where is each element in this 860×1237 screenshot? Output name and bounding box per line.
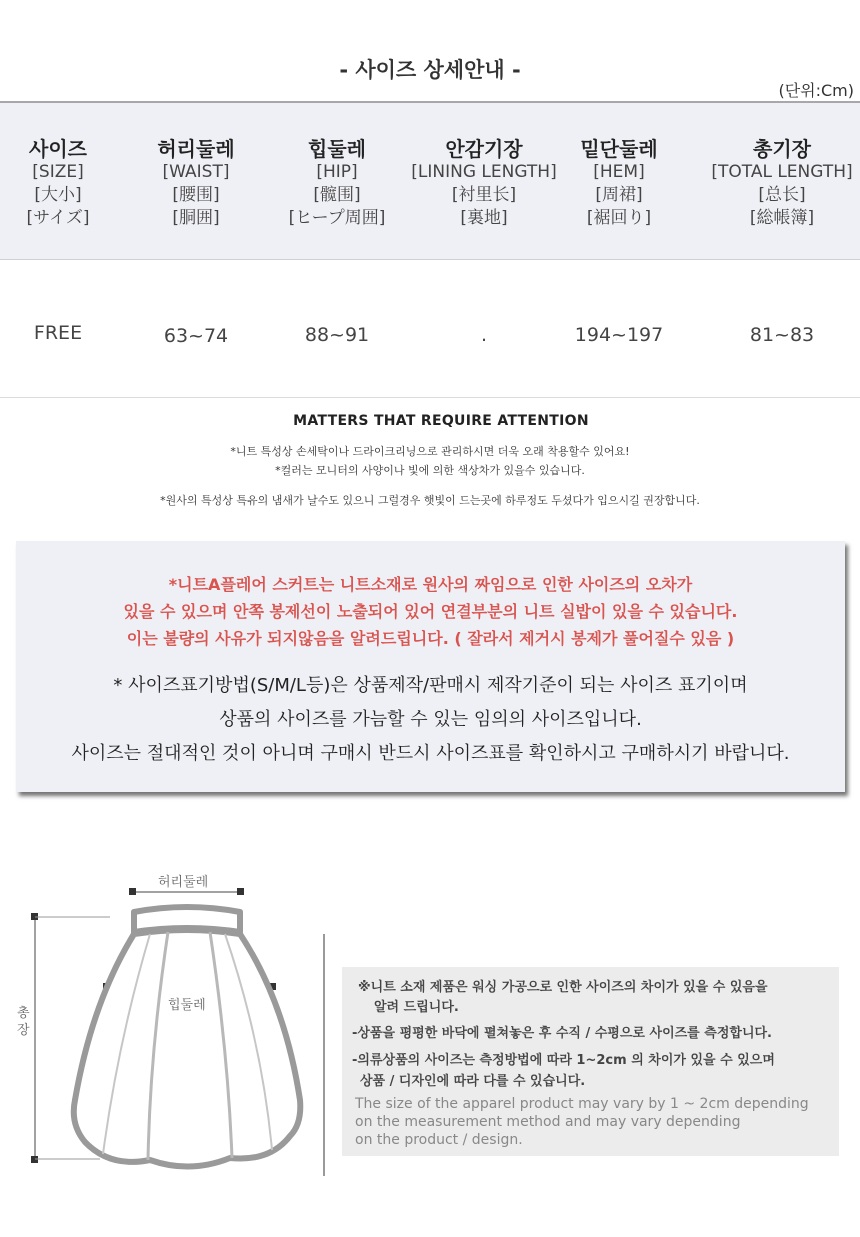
matters-line: *컬러는 모니터의 사양이나 빛에 의한 색상차가 있을수 있습니다. xyxy=(275,464,585,477)
info-en-line: on the measurement method and may vary depending xyxy=(355,1114,741,1130)
column-sub: [WAIST] xyxy=(162,162,230,182)
column-title: 안감기장 xyxy=(445,137,523,161)
size-table-row xyxy=(0,260,860,398)
column-sub: [胴囲] xyxy=(172,208,220,228)
info-line: 알려 드립니다. xyxy=(374,1000,459,1015)
column-title: 힙둘레 xyxy=(308,137,366,161)
column-title: 사이즈 xyxy=(29,137,87,161)
info-line: -의류상품의 사이즈는 측정방법에 따라 1~2cm 의 차이가 있을 수 있으며 xyxy=(352,1053,775,1068)
info-line: 상품 / 디자인에 따라 다를 수 있습니다. xyxy=(360,1074,586,1089)
column-sub: [HEM] xyxy=(593,162,645,182)
skirt-diagram xyxy=(0,862,330,1192)
column-sub: [裾回り] xyxy=(586,208,652,228)
column-hem xyxy=(580,137,657,230)
column-sub: [TOTAL LENGTH] xyxy=(711,162,853,182)
column-title: 허리둘레 xyxy=(157,137,235,161)
column-sub: [大小] xyxy=(34,185,82,205)
page-title: - 사이즈 상세안내 - xyxy=(339,58,521,82)
notice-red-line: 있을 수 있으며 안쪽 봉제선이 노출되어 있어 연결부분의 니트 실밥이 있을 수 있습니다. xyxy=(123,602,738,621)
notice-line: * 사이즈표기방법(S/M/L등)은 상품제작/판매시 제작기준이 되는 사이즈 표기이며 xyxy=(113,675,748,696)
cell-waist: 63~74 xyxy=(163,325,229,347)
notice-line: 사이즈는 절대적인 것이 아니며 구매시 반드시 사이즈표를 확인하시고 구매하시기 바랍니다. xyxy=(71,743,790,764)
length-label: 장 xyxy=(17,1023,30,1038)
cell-total-length: 81~83 xyxy=(749,324,815,346)
cell-lining-length: . xyxy=(480,324,488,346)
skirt-illustration xyxy=(0,862,330,1192)
column-sub: [衬里长] xyxy=(451,185,517,205)
column-total-length xyxy=(711,137,852,230)
column-sub: [腰围] xyxy=(172,185,220,205)
notice-line: 상품의 사이즈를 가늠할 수 있는 임의의 사이즈입니다. xyxy=(219,709,642,730)
column-title: 밑단둘레 xyxy=(580,137,658,161)
notice-red-line: 이는 불량의 사유가 되지않음을 알려드립니다. ( 잘라서 제거시 봉제가 풀어질수 있음 ) xyxy=(126,629,735,648)
column-sub: [SIZE] xyxy=(32,162,84,182)
matters-line: *원사의 특성상 특유의 냄새가 날수도 있으니 그럴경우 햇빛이 드는곳에 하루정도 두셨다가 입으시길 권장합니다. xyxy=(160,494,700,507)
cell-size: FREE xyxy=(33,322,83,344)
column-hip xyxy=(289,137,386,230)
column-waist xyxy=(157,137,234,230)
size-table-header xyxy=(0,103,860,260)
info-line: -상품을 평평한 바닥에 펼쳐놓은 후 수직 / 수평으로 사이즈를 측정합니다. xyxy=(352,1026,772,1041)
divider xyxy=(323,934,325,1176)
waist-label: 허리둘레 xyxy=(158,875,209,890)
info-en-line: on the product / design. xyxy=(355,1132,523,1148)
column-sub: [総帳簿] xyxy=(749,208,815,228)
info-en-line: The size of the apparel product may vary by 1 ~ 2cm depending xyxy=(355,1096,809,1112)
column-sub: [髋围] xyxy=(313,185,361,205)
column-sub: [LINING LENGTH] xyxy=(411,162,557,182)
column-sub: [周裙] xyxy=(595,185,643,205)
cell-hip: 88~91 xyxy=(304,324,370,346)
column-size xyxy=(27,137,90,230)
hip-label: 힙둘레 xyxy=(168,998,206,1013)
cell-hem: 194~197 xyxy=(574,324,664,346)
notice-red-line: *니트A플레어 스커트는 니트소재로 원사의 짜임으로 인한 사이즈의 오차가 xyxy=(168,575,693,594)
column-lining-length xyxy=(411,137,556,230)
notice-box xyxy=(16,541,845,792)
measurement-info-box xyxy=(342,967,839,1156)
column-sub: [HIP] xyxy=(316,162,358,182)
column-sub: [ヒープ周囲] xyxy=(288,208,386,228)
column-sub: [サイズ] xyxy=(26,208,90,228)
length-label: 총 xyxy=(17,1006,30,1021)
unit-label: (단위:Cm) xyxy=(778,81,854,100)
matters-title: MATTERS THAT REQUIRE ATTENTION xyxy=(293,413,589,429)
info-line: ※니트 소재 제품은 워싱 가공으로 인한 사이즈의 차이가 있을 수 있음을 xyxy=(358,980,768,995)
column-sub: [总长] xyxy=(758,185,806,205)
column-sub: [裏地] xyxy=(460,208,508,228)
matters-line: *니트 특성상 손세탁이나 드라이크리닝으로 관리하시면 더욱 오래 착용할수 있어요! xyxy=(230,445,630,458)
column-title: 총기장 xyxy=(753,137,811,161)
